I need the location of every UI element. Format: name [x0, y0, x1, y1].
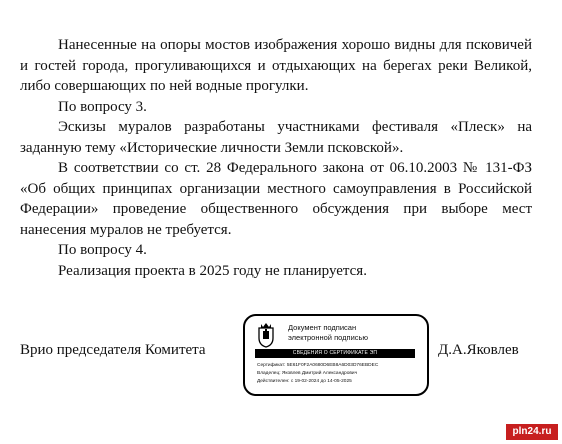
- certificate-owner: Владелец: Яковлев Дмитрий Александрович: [257, 371, 358, 376]
- paragraph-4: Реализация проекта в 2025 году не планируется.: [58, 263, 367, 279]
- paragraph-3: В соответствии со ст. 28 Федерального закона от 06.10.2003 № 131-ФЗ «Об общих принципах организации местного самоуправления в Российской Федерации» проведение общественного обсуждения при выборе мест нанесения муралов не требуется.: [20, 160, 532, 238]
- certificate-info-bar: СВЕДЕНИЯ О СЕРТИФИКАТЕ ЭП: [255, 349, 415, 358]
- coat-of-arms-icon: [256, 322, 276, 348]
- certificate-number: Сертификат: 5E61F0F2A0680D6EB8A6D03D76EBDEC: [257, 363, 379, 368]
- paragraph-2: Эскизы муралов разработаны участниками фестиваля «Плеск» на заданную тему «Исторические личности Земли псковской».: [20, 119, 532, 156]
- electronic-signature-stamp: [243, 314, 429, 396]
- question-4-heading: По вопросу 4.: [58, 242, 147, 258]
- stamp-title: [288, 323, 368, 342]
- stamp-title-line-1: Документ подписан: [288, 323, 357, 332]
- question-3-heading: По вопросу 3.: [58, 99, 147, 115]
- stamp-title-line-2: электронной подписью: [288, 332, 369, 342]
- signatory-name: Д.А.Яковлев: [438, 342, 519, 358]
- certificate-validity: Действителен: с 19-02-2024 до 14-05-2025: [257, 379, 352, 384]
- signatory-position: Врио председателя Комитета: [20, 342, 206, 358]
- paragraph-1: Нанесенные на опоры мостов изображения хорошо видны для псковичей и гостей города, прогуливающихся и отдыхающих на берегах реки Великой, либо совершающих по ней водные прогулки.: [20, 37, 532, 94]
- site-watermark: pln24.ru: [506, 424, 558, 440]
